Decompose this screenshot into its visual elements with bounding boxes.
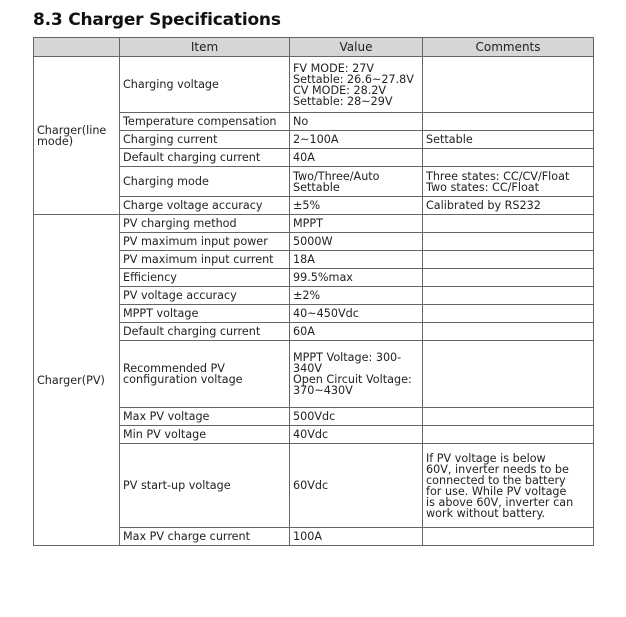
value-cell: MPPT Voltage: 300- 340V Open Circuit Voltage: 370~430V <box>290 341 423 408</box>
item-cell: PV maximum input current <box>120 251 290 269</box>
item-cell: Max PV charge current <box>120 528 290 546</box>
comments-cell <box>423 251 594 269</box>
value-cell: 18A <box>290 251 423 269</box>
item-cell: Charging voltage <box>120 57 290 113</box>
comments-cell <box>423 408 594 426</box>
comments-cell: Settable <box>423 131 594 149</box>
item-cell: Charging mode <box>120 167 290 197</box>
item-cell: MPPT voltage <box>120 305 290 323</box>
value-cell: 500Vdc <box>290 408 423 426</box>
item-cell: PV maximum input power <box>120 233 290 251</box>
item-cell: Charge voltage accuracy <box>120 197 290 215</box>
header-comments: Comments <box>423 38 594 57</box>
value-cell: 100A <box>290 528 423 546</box>
item-cell: PV voltage accuracy <box>120 287 290 305</box>
comments-cell <box>423 269 594 287</box>
comments-cell: If PV voltage is below 60V, inverter needs to be connected to the battery for use. While PV voltage is above 60V, inverter can work without battery. <box>423 444 594 528</box>
item-cell: Min PV voltage <box>120 426 290 444</box>
section-title: 8.3 Charger Specifications <box>33 10 281 30</box>
value-cell: MPPT <box>290 215 423 233</box>
value-cell: ±2% <box>290 287 423 305</box>
item-cell: Default charging current <box>120 323 290 341</box>
header-item: Item <box>120 38 290 57</box>
header-value: Value <box>290 38 423 57</box>
table-body <box>34 57 594 546</box>
header-group <box>34 38 120 57</box>
comments-cell <box>423 287 594 305</box>
item-cell: PV charging method <box>120 215 290 233</box>
group-label: Charger(line mode) <box>34 57 120 215</box>
value-cell: 40Vdc <box>290 426 423 444</box>
value-cell: 99.5%max <box>290 269 423 287</box>
comments-cell <box>423 233 594 251</box>
comments-cell <box>423 57 594 113</box>
comments-cell <box>423 215 594 233</box>
value-cell: Two/Three/Auto Settable <box>290 167 423 197</box>
item-cell: Temperature compensation <box>120 113 290 131</box>
table-header-row <box>34 38 594 57</box>
value-cell: 2~100A <box>290 131 423 149</box>
item-cell: Max PV voltage <box>120 408 290 426</box>
comments-cell <box>423 323 594 341</box>
comments-cell <box>423 426 594 444</box>
group-label: Charger(PV) <box>34 215 120 546</box>
value-cell: 40~450Vdc <box>290 305 423 323</box>
item-cell: Charging current <box>120 131 290 149</box>
value-cell: FV MODE: 27V Settable: 26.6~27.8V CV MODE: 28.2V Settable: 28~29V <box>290 57 423 113</box>
comments-cell <box>423 305 594 323</box>
item-cell: Default charging current <box>120 149 290 167</box>
comments-cell: Three states: CC/CV/Float Two states: CC/Float <box>423 167 594 197</box>
comments-cell <box>423 341 594 408</box>
charger-spec-table <box>33 37 594 546</box>
value-cell: 40A <box>290 149 423 167</box>
value-cell: No <box>290 113 423 131</box>
value-cell: 60A <box>290 323 423 341</box>
table-row <box>34 57 594 113</box>
value-cell: ±5% <box>290 197 423 215</box>
value-cell: 5000W <box>290 233 423 251</box>
comments-cell <box>423 149 594 167</box>
comments-cell <box>423 528 594 546</box>
item-cell: Recommended PV configuration voltage <box>120 341 290 408</box>
item-cell: PV start-up voltage <box>120 444 290 528</box>
table-row <box>34 215 594 233</box>
comments-cell <box>423 113 594 131</box>
value-cell: 60Vdc <box>290 444 423 528</box>
item-cell: Efficiency <box>120 269 290 287</box>
comments-cell: Calibrated by RS232 <box>423 197 594 215</box>
